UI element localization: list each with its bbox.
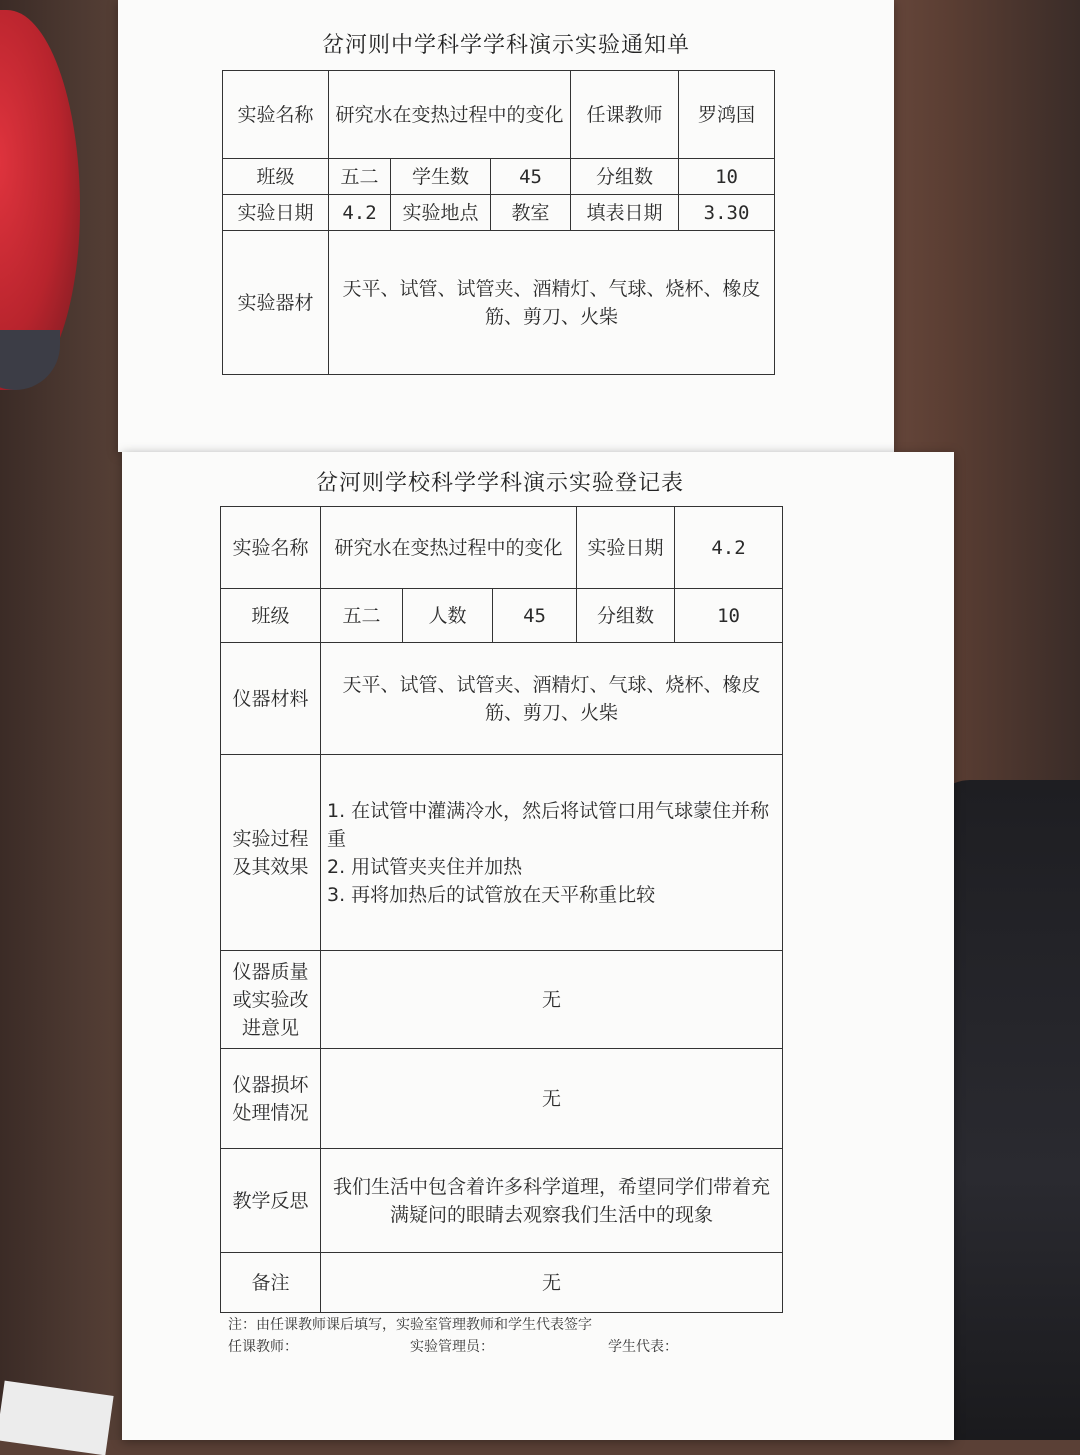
sign-teacher: 任课教师：	[228, 1339, 298, 1355]
register-process-steps	[321, 755, 783, 951]
notice-students-value: 45	[491, 159, 571, 195]
register-damage-value: 无	[321, 1049, 783, 1149]
register-groups-label: 分组数	[577, 589, 675, 643]
notice-name-value: 研究水在变热过程中的变化	[329, 71, 571, 159]
notice-name-label: 实验名称	[223, 71, 329, 159]
register-table	[220, 506, 783, 1313]
process-step: 3. 再将加热后的试管放在天平称重比较	[327, 883, 656, 906]
register-date-label: 实验日期	[577, 507, 675, 589]
register-sheet	[122, 452, 954, 1440]
notice-students-label: 学生数	[391, 159, 491, 195]
process-step: 2. 用试管夹夹住并加热	[327, 855, 523, 878]
register-damage-label: 仪器损坏处理情况	[221, 1049, 321, 1149]
notice-sheet	[118, 0, 894, 452]
notice-location-label: 实验地点	[391, 195, 491, 231]
register-class-label: 班级	[221, 589, 321, 643]
notice-table	[222, 70, 775, 375]
register-reflection-label: 教学反思	[221, 1149, 321, 1253]
register-materials-value: 天平、试管、试管夹、酒精灯、气球、烧杯、橡皮筋、剪刀、火柴	[321, 643, 783, 755]
sign-admin: 实验管理员：	[410, 1339, 494, 1355]
notice-class-value: 五二	[329, 159, 391, 195]
register-remarks-label: 备注	[221, 1253, 321, 1313]
notice-equipment-value: 天平、试管、试管夹、酒精灯、气球、烧杯、橡皮筋、剪刀、火柴	[329, 231, 775, 375]
register-note: 注：由任课教师课后填写，实验室管理教师和学生代表签字	[228, 1317, 592, 1333]
register-quality-value: 无	[321, 951, 783, 1049]
register-people-value: 45	[493, 589, 577, 643]
register-name-label: 实验名称	[221, 507, 321, 589]
register-class-value: 五二	[321, 589, 403, 643]
notice-equipment-label: 实验器材	[223, 231, 329, 375]
register-quality-label: 仪器质量或实验改进意见	[221, 951, 321, 1049]
notice-date-value: 4.2	[329, 195, 391, 231]
sign-student: 学生代表：	[608, 1339, 678, 1355]
notice-fill-date-value: 3.30	[679, 195, 775, 231]
register-remarks-value: 无	[321, 1253, 783, 1313]
register-materials-label: 仪器材料	[221, 643, 321, 755]
register-title: 岔河则学校科学学科演示实验登记表	[315, 471, 684, 496]
register-date-value: 4.2	[675, 507, 783, 589]
register-people-label: 人数	[403, 589, 493, 643]
notice-date-label: 实验日期	[223, 195, 329, 231]
register-reflection-value: 我们生活中包含着许多科学道理，希望同学们带着充满疑问的眼睛去观察我们生活中的现象	[321, 1149, 783, 1253]
register-process-label: 实验过程及其效果	[221, 755, 321, 951]
notice-location-value: 教室	[491, 195, 571, 231]
register-groups-value: 10	[675, 589, 783, 643]
process-step: 1. 在试管中灌满冷水，然后将试管口用气球蒙住并称重	[327, 799, 770, 850]
notice-groups-label: 分组数	[571, 159, 679, 195]
notice-teacher-value: 罗鸿国	[679, 71, 775, 159]
register-name-value: 研究水在变热过程中的变化	[321, 507, 577, 589]
notice-teacher-label: 任课教师	[571, 71, 679, 159]
notice-fill-date-label: 填表日期	[571, 195, 679, 231]
notice-groups-value: 10	[679, 159, 775, 195]
notice-title: 岔河则中学科学学科演示实验通知单	[321, 33, 690, 58]
notice-class-label: 班级	[223, 159, 329, 195]
